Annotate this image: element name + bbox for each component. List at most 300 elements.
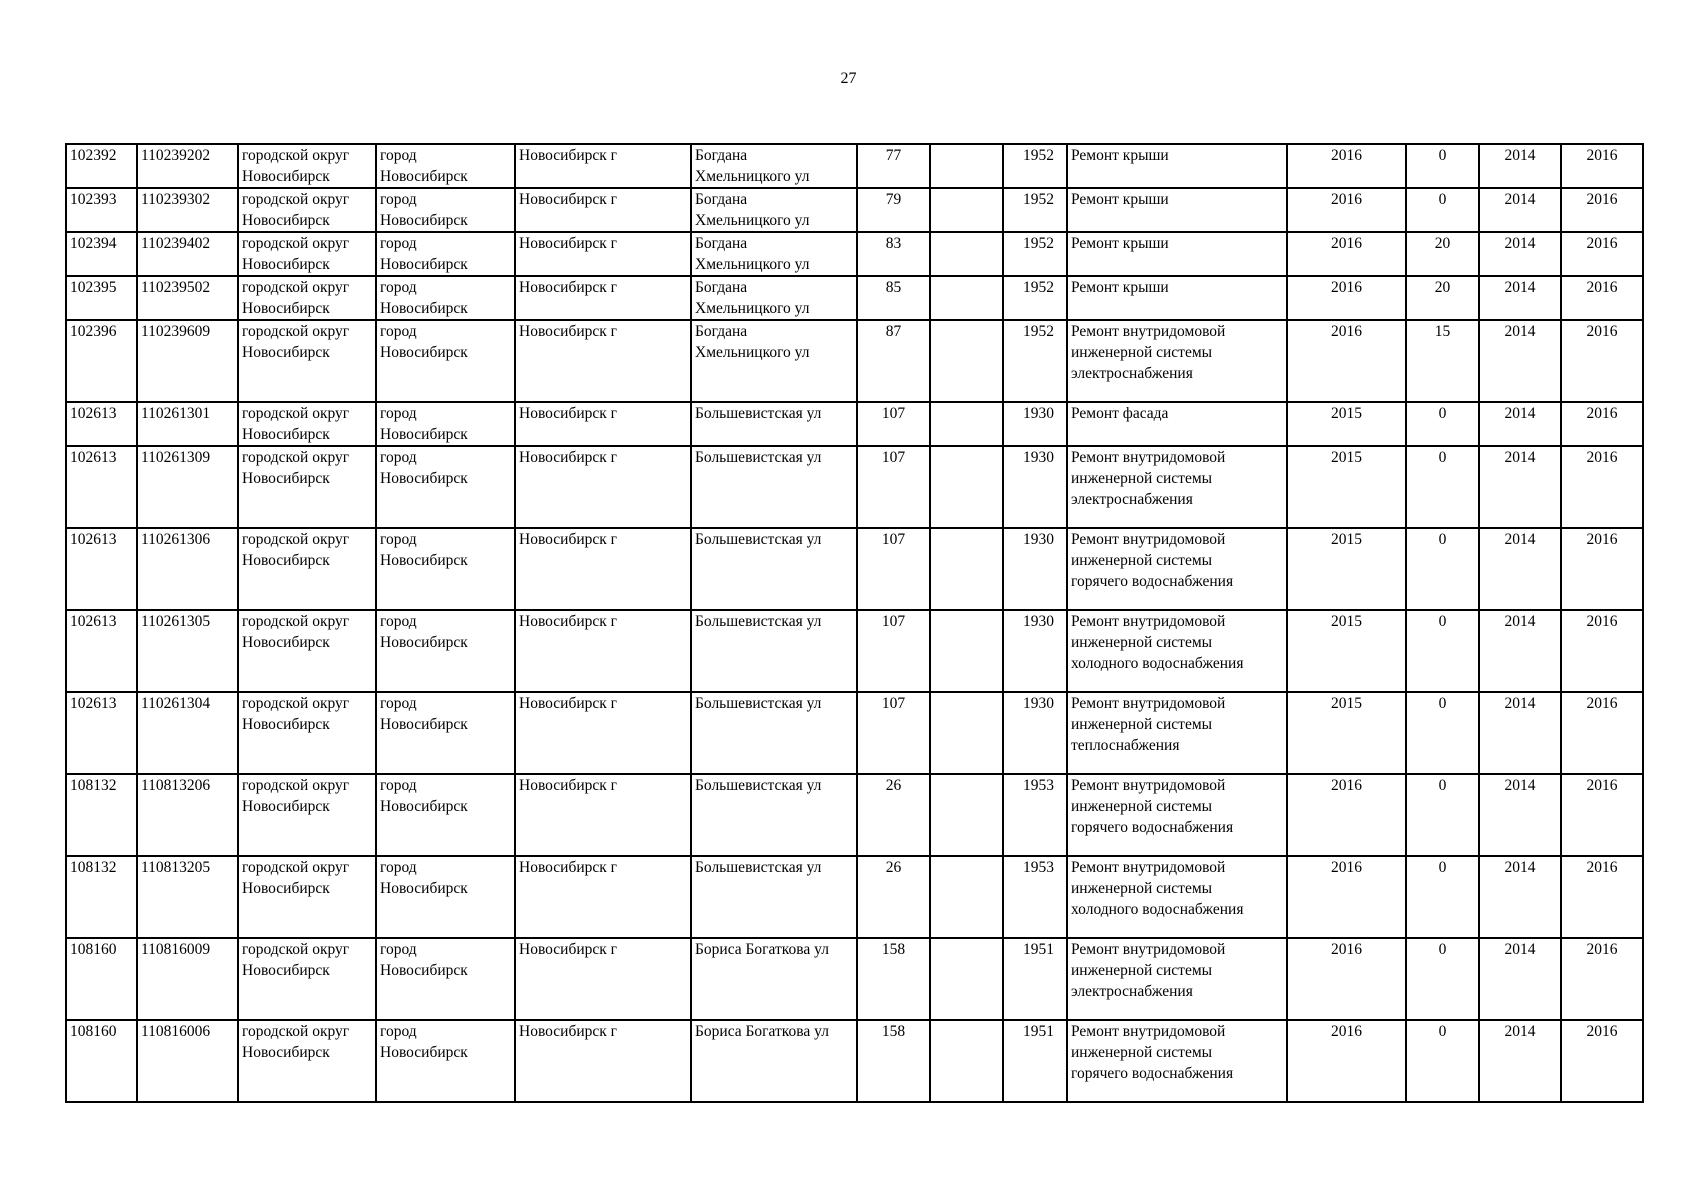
cell-text-line: городской округ bbox=[242, 531, 350, 548]
cell-period-start: 2014 bbox=[1479, 402, 1561, 446]
cell-text-line: Новосибирск bbox=[242, 798, 330, 815]
cell-building bbox=[930, 446, 1003, 528]
cell-street bbox=[691, 692, 857, 774]
cell-street bbox=[691, 276, 857, 320]
cell-planned-year: 2016 bbox=[1287, 188, 1406, 232]
cell-period-start: 2014 bbox=[1479, 610, 1561, 692]
cell-text-line: город bbox=[380, 235, 417, 252]
cell-city: Новосибирск г bbox=[515, 320, 691, 402]
table-row bbox=[66, 1020, 1643, 1102]
cell-house-id: 102393 bbox=[66, 188, 137, 232]
cell-city: Новосибирск г bbox=[515, 938, 691, 1020]
cell-text-line: город bbox=[380, 777, 417, 794]
cell-text-line: город bbox=[380, 191, 417, 208]
cell-period-end: 2016 bbox=[1561, 402, 1643, 446]
cell-street bbox=[691, 856, 857, 938]
cell-text-line: город bbox=[380, 531, 417, 548]
cell-city: Новосибирск г bbox=[515, 528, 691, 610]
cell-text-line: инженерной системы bbox=[1071, 344, 1213, 361]
cell-text-line: Новосибирск bbox=[242, 1044, 330, 1061]
cell-municipal-district bbox=[238, 1020, 376, 1102]
cell-record-id: 110239609 bbox=[137, 320, 238, 402]
cell-house-number: 87 bbox=[857, 320, 930, 402]
cell-municipal-district bbox=[238, 276, 376, 320]
cell-house-id: 108132 bbox=[66, 774, 137, 856]
cell-text-line: Новосибирск bbox=[380, 880, 468, 897]
cell-record-id: 110261306 bbox=[137, 528, 238, 610]
cell-city: Новосибирск г bbox=[515, 144, 691, 188]
cell-house-number: 26 bbox=[857, 774, 930, 856]
cell-period-start: 2014 bbox=[1479, 528, 1561, 610]
cell-building bbox=[930, 938, 1003, 1020]
cell-house-number: 26 bbox=[857, 856, 930, 938]
cell-text-line: Большевистская ул bbox=[695, 531, 822, 548]
cell-house-number: 158 bbox=[857, 1020, 930, 1102]
cell-building bbox=[930, 144, 1003, 188]
cell-text-line: Богдана bbox=[695, 235, 748, 252]
cell-text-line: Хмельницкого ул bbox=[695, 168, 810, 185]
cell-text-line: Новосибирск bbox=[242, 168, 330, 185]
cell-period-end: 2016 bbox=[1561, 610, 1643, 692]
cell-house-id: 108132 bbox=[66, 856, 137, 938]
cell-planned-year: 2015 bbox=[1287, 446, 1406, 528]
cell-settlement bbox=[376, 446, 515, 528]
cell-text-line: Новосибирск bbox=[242, 212, 330, 229]
cell-wear-percent: 15 bbox=[1406, 320, 1479, 402]
cell-settlement bbox=[376, 402, 515, 446]
cell-house-id: 108160 bbox=[66, 1020, 137, 1102]
table-row bbox=[66, 232, 1643, 276]
cell-text-line: Новосибирск bbox=[242, 426, 330, 443]
cell-text-line: городской округ bbox=[242, 695, 350, 712]
cell-building bbox=[930, 692, 1003, 774]
cell-work-type bbox=[1067, 402, 1287, 446]
cell-settlement bbox=[376, 232, 515, 276]
cell-text-line: Новосибирск bbox=[380, 256, 468, 273]
cell-planned-year: 2016 bbox=[1287, 232, 1406, 276]
cell-city: Новосибирск г bbox=[515, 276, 691, 320]
table-row bbox=[66, 856, 1643, 938]
cell-text-line: город bbox=[380, 859, 417, 876]
cell-wear-percent: 0 bbox=[1406, 938, 1479, 1020]
cell-text-line: инженерной системы bbox=[1071, 716, 1213, 733]
cell-text-line: Большевистская ул bbox=[695, 613, 822, 630]
cell-house-number: 107 bbox=[857, 692, 930, 774]
cell-text-line: город bbox=[380, 279, 417, 296]
cell-work-type bbox=[1067, 232, 1287, 276]
cell-text-line: Богдана bbox=[695, 323, 748, 340]
cell-building bbox=[930, 1020, 1003, 1102]
cell-house-number: 85 bbox=[857, 276, 930, 320]
cell-work-type bbox=[1067, 446, 1287, 528]
cell-building bbox=[930, 774, 1003, 856]
cell-text-line: город bbox=[380, 323, 417, 340]
table-row bbox=[66, 144, 1643, 188]
cell-street bbox=[691, 446, 857, 528]
cell-wear-percent: 0 bbox=[1406, 774, 1479, 856]
cell-street bbox=[691, 528, 857, 610]
cell-planned-year: 2016 bbox=[1287, 774, 1406, 856]
cell-record-id: 110261301 bbox=[137, 402, 238, 446]
cell-municipal-district bbox=[238, 610, 376, 692]
cell-text-line: Новосибирск bbox=[380, 470, 468, 487]
cell-text-line: Бориса Богаткова ул bbox=[695, 1023, 829, 1040]
cell-text-line: Ремонт внутридомовой bbox=[1071, 613, 1226, 630]
cell-work-type bbox=[1067, 692, 1287, 774]
cell-period-start: 2014 bbox=[1479, 232, 1561, 276]
cell-work-type bbox=[1067, 188, 1287, 232]
cell-street bbox=[691, 402, 857, 446]
cell-text-line: город bbox=[380, 147, 417, 164]
cell-work-type bbox=[1067, 276, 1287, 320]
cell-municipal-district bbox=[238, 144, 376, 188]
cell-wear-percent: 0 bbox=[1406, 402, 1479, 446]
cell-text-line: Ремонт крыши bbox=[1071, 191, 1169, 208]
cell-text-line: Большевистская ул bbox=[695, 859, 822, 876]
cell-house-number: 158 bbox=[857, 938, 930, 1020]
cell-text-line: Новосибирск bbox=[380, 212, 468, 229]
cell-house-number: 107 bbox=[857, 528, 930, 610]
cell-street bbox=[691, 938, 857, 1020]
cell-period-start: 2014 bbox=[1479, 320, 1561, 402]
cell-text-line: инженерной системы bbox=[1071, 798, 1213, 815]
cell-wear-percent: 0 bbox=[1406, 856, 1479, 938]
cell-text-line: Хмельницкого ул bbox=[695, 344, 810, 361]
cell-text-line: Новосибирск bbox=[380, 300, 468, 317]
cell-municipal-district bbox=[238, 774, 376, 856]
cell-text-line: горячего водоснабжения bbox=[1071, 1065, 1234, 1082]
cell-house-number: 107 bbox=[857, 402, 930, 446]
cell-text-line: Новосибирск bbox=[380, 716, 468, 733]
cell-text-line: городской округ bbox=[242, 859, 350, 876]
cell-planned-year: 2015 bbox=[1287, 528, 1406, 610]
cell-period-end: 2016 bbox=[1561, 144, 1643, 188]
cell-text-line: Ремонт фасада bbox=[1071, 405, 1169, 422]
cell-wear-percent: 0 bbox=[1406, 528, 1479, 610]
cell-text-line: Бориса Богаткова ул bbox=[695, 941, 829, 958]
cell-text-line: Новосибирск bbox=[380, 344, 468, 361]
cell-year-built: 1930 bbox=[1003, 402, 1067, 446]
cell-city: Новосибирск г bbox=[515, 856, 691, 938]
cell-year-built: 1951 bbox=[1003, 1020, 1067, 1102]
cell-street bbox=[691, 1020, 857, 1102]
cell-text-line: город bbox=[380, 941, 417, 958]
cell-record-id: 110816009 bbox=[137, 938, 238, 1020]
cell-municipal-district bbox=[238, 856, 376, 938]
cell-period-start: 2014 bbox=[1479, 774, 1561, 856]
cell-street bbox=[691, 610, 857, 692]
cell-text-line: городской округ bbox=[242, 449, 350, 466]
cell-building bbox=[930, 188, 1003, 232]
cell-city: Новосибирск г bbox=[515, 402, 691, 446]
cell-text-line: Ремонт крыши bbox=[1071, 279, 1169, 296]
cell-settlement bbox=[376, 774, 515, 856]
cell-settlement bbox=[376, 610, 515, 692]
cell-text-line: город bbox=[380, 405, 417, 422]
cell-record-id: 110261305 bbox=[137, 610, 238, 692]
cell-house-number: 107 bbox=[857, 610, 930, 692]
table-row bbox=[66, 692, 1643, 774]
cell-text-line: Хмельницкого ул bbox=[695, 212, 810, 229]
cell-street bbox=[691, 188, 857, 232]
cell-year-built: 1951 bbox=[1003, 938, 1067, 1020]
cell-text-line: Ремонт внутридомовой bbox=[1071, 695, 1226, 712]
cell-text-line: городской округ bbox=[242, 191, 350, 208]
table-row bbox=[66, 446, 1643, 528]
cell-text-line: Новосибирск bbox=[242, 634, 330, 651]
cell-house-id: 102613 bbox=[66, 528, 137, 610]
cell-text-line: Новосибирск bbox=[242, 344, 330, 361]
cell-street bbox=[691, 232, 857, 276]
cell-text-line: холодного водоснабжения bbox=[1071, 901, 1244, 918]
cell-text-line: Ремонт внутридомовой bbox=[1071, 531, 1226, 548]
cell-house-id: 102613 bbox=[66, 402, 137, 446]
cell-text-line: городской округ bbox=[242, 941, 350, 958]
page-number: 27 bbox=[840, 70, 857, 87]
cell-text-line: электроснабжения bbox=[1071, 491, 1193, 508]
cell-period-end: 2016 bbox=[1561, 692, 1643, 774]
cell-period-start: 2014 bbox=[1479, 1020, 1561, 1102]
cell-year-built: 1930 bbox=[1003, 610, 1067, 692]
cell-work-type bbox=[1067, 1020, 1287, 1102]
cell-house-id: 108160 bbox=[66, 938, 137, 1020]
cell-text-line: Ремонт внутридомовой bbox=[1071, 777, 1226, 794]
cell-city: Новосибирск г bbox=[515, 188, 691, 232]
cell-text-line: Новосибирск bbox=[380, 168, 468, 185]
cell-period-end: 2016 bbox=[1561, 232, 1643, 276]
cell-year-built: 1952 bbox=[1003, 144, 1067, 188]
cell-text-line: Ремонт внутридомовой bbox=[1071, 323, 1226, 340]
cell-record-id: 110813205 bbox=[137, 856, 238, 938]
cell-building bbox=[930, 232, 1003, 276]
cell-text-line: инженерной системы bbox=[1071, 470, 1213, 487]
cell-house-number: 77 bbox=[857, 144, 930, 188]
cell-year-built: 1930 bbox=[1003, 692, 1067, 774]
cell-text-line: Новосибирск bbox=[380, 634, 468, 651]
cell-year-built: 1952 bbox=[1003, 188, 1067, 232]
cell-text-line: городской округ bbox=[242, 147, 350, 164]
table-row bbox=[66, 276, 1643, 320]
cell-house-number: 107 bbox=[857, 446, 930, 528]
cell-record-id: 110261309 bbox=[137, 446, 238, 528]
cell-text-line: инженерной системы bbox=[1071, 880, 1213, 897]
cell-year-built: 1952 bbox=[1003, 320, 1067, 402]
cell-year-built: 1952 bbox=[1003, 276, 1067, 320]
cell-municipal-district bbox=[238, 402, 376, 446]
repair-schedule-table bbox=[65, 143, 1644, 1103]
cell-text-line: Новосибирск bbox=[380, 962, 468, 979]
cell-text-line: Богдана bbox=[695, 191, 748, 208]
cell-text-line: инженерной системы bbox=[1071, 1044, 1213, 1061]
cell-text-line: Новосибирск bbox=[242, 470, 330, 487]
cell-text-line: Ремонт внутридомовой bbox=[1071, 859, 1226, 876]
cell-text-line: город bbox=[380, 1023, 417, 1040]
cell-city: Новосибирск г bbox=[515, 232, 691, 276]
cell-settlement bbox=[376, 276, 515, 320]
cell-text-line: Новосибирск bbox=[242, 256, 330, 273]
table-body bbox=[66, 144, 1643, 1102]
cell-text-line: Большевистская ул bbox=[695, 777, 822, 794]
cell-year-built: 1952 bbox=[1003, 232, 1067, 276]
cell-settlement bbox=[376, 188, 515, 232]
cell-planned-year: 2016 bbox=[1287, 320, 1406, 402]
cell-period-end: 2016 bbox=[1561, 528, 1643, 610]
cell-text-line: городской округ bbox=[242, 777, 350, 794]
cell-text-line: Ремонт крыши bbox=[1071, 235, 1169, 252]
cell-year-built: 1953 bbox=[1003, 856, 1067, 938]
cell-house-id: 102394 bbox=[66, 232, 137, 276]
cell-settlement bbox=[376, 692, 515, 774]
cell-text-line: электроснабжения bbox=[1071, 983, 1193, 1000]
cell-wear-percent: 0 bbox=[1406, 692, 1479, 774]
cell-settlement bbox=[376, 528, 515, 610]
cell-building bbox=[930, 402, 1003, 446]
cell-planned-year: 2016 bbox=[1287, 1020, 1406, 1102]
cell-wear-percent: 20 bbox=[1406, 276, 1479, 320]
cell-municipal-district bbox=[238, 446, 376, 528]
cell-building bbox=[930, 528, 1003, 610]
cell-planned-year: 2015 bbox=[1287, 610, 1406, 692]
cell-building bbox=[930, 610, 1003, 692]
cell-planned-year: 2016 bbox=[1287, 144, 1406, 188]
cell-work-type bbox=[1067, 774, 1287, 856]
cell-text-line: Богдана bbox=[695, 147, 748, 164]
cell-planned-year: 2015 bbox=[1287, 402, 1406, 446]
cell-building bbox=[930, 856, 1003, 938]
table-row bbox=[66, 528, 1643, 610]
cell-city: Новосибирск г bbox=[515, 692, 691, 774]
table-row bbox=[66, 938, 1643, 1020]
cell-text-line: Новосибирск bbox=[242, 300, 330, 317]
cell-year-built: 1930 bbox=[1003, 528, 1067, 610]
cell-wear-percent: 0 bbox=[1406, 446, 1479, 528]
cell-text-line: городской округ bbox=[242, 405, 350, 422]
cell-text-line: горячего водоснабжения bbox=[1071, 573, 1234, 590]
cell-period-end: 2016 bbox=[1561, 856, 1643, 938]
cell-settlement bbox=[376, 320, 515, 402]
cell-record-id: 110813206 bbox=[137, 774, 238, 856]
cell-municipal-district bbox=[238, 320, 376, 402]
cell-street bbox=[691, 144, 857, 188]
cell-work-type bbox=[1067, 938, 1287, 1020]
cell-period-end: 2016 bbox=[1561, 938, 1643, 1020]
cell-street bbox=[691, 320, 857, 402]
cell-period-end: 2016 bbox=[1561, 320, 1643, 402]
cell-text-line: Ремонт внутридомовой bbox=[1071, 941, 1226, 958]
cell-text-line: Новосибирск bbox=[380, 798, 468, 815]
table-row bbox=[66, 320, 1643, 402]
cell-text-line: Новосибирск bbox=[242, 716, 330, 733]
cell-planned-year: 2016 bbox=[1287, 856, 1406, 938]
cell-city: Новосибирск г bbox=[515, 610, 691, 692]
cell-text-line: Богдана bbox=[695, 279, 748, 296]
cell-record-id: 110261304 bbox=[137, 692, 238, 774]
cell-text-line: инженерной системы bbox=[1071, 634, 1213, 651]
cell-record-id: 110239402 bbox=[137, 232, 238, 276]
cell-wear-percent: 0 bbox=[1406, 1020, 1479, 1102]
cell-text-line: городской округ bbox=[242, 235, 350, 252]
cell-work-type bbox=[1067, 528, 1287, 610]
cell-period-start: 2014 bbox=[1479, 692, 1561, 774]
cell-text-line: теплоснабжения bbox=[1071, 737, 1180, 754]
cell-work-type bbox=[1067, 610, 1287, 692]
cell-text-line: инженерной системы bbox=[1071, 552, 1213, 569]
cell-city: Новосибирск г bbox=[515, 446, 691, 528]
cell-period-end: 2016 bbox=[1561, 276, 1643, 320]
cell-municipal-district bbox=[238, 938, 376, 1020]
cell-settlement bbox=[376, 856, 515, 938]
table-row bbox=[66, 402, 1643, 446]
cell-text-line: Ремонт крыши bbox=[1071, 147, 1169, 164]
cell-house-number: 79 bbox=[857, 188, 930, 232]
cell-street bbox=[691, 774, 857, 856]
cell-text-line: Ремонт внутридомовой bbox=[1071, 1023, 1226, 1040]
cell-period-start: 2014 bbox=[1479, 144, 1561, 188]
cell-text-line: Хмельницкого ул bbox=[695, 256, 810, 273]
cell-text-line: Новосибирск bbox=[380, 426, 468, 443]
cell-text-line: Новосибирск bbox=[380, 1044, 468, 1061]
cell-house-id: 102392 bbox=[66, 144, 137, 188]
cell-record-id: 110816006 bbox=[137, 1020, 238, 1102]
cell-period-start: 2014 bbox=[1479, 938, 1561, 1020]
cell-period-start: 2014 bbox=[1479, 188, 1561, 232]
cell-house-id: 102613 bbox=[66, 610, 137, 692]
cell-text-line: Большевистская ул bbox=[695, 449, 822, 466]
cell-municipal-district bbox=[238, 692, 376, 774]
cell-text-line: городской округ bbox=[242, 1023, 350, 1040]
cell-text-line: город bbox=[380, 695, 417, 712]
table-row bbox=[66, 188, 1643, 232]
cell-text-line: Хмельницкого ул bbox=[695, 300, 810, 317]
cell-municipal-district bbox=[238, 188, 376, 232]
cell-text-line: город bbox=[380, 613, 417, 630]
cell-period-start: 2014 bbox=[1479, 276, 1561, 320]
cell-building bbox=[930, 320, 1003, 402]
cell-text-line: Большевистская ул bbox=[695, 695, 822, 712]
cell-text-line: холодного водоснабжения bbox=[1071, 655, 1244, 672]
cell-text-line: Ремонт внутридомовой bbox=[1071, 449, 1226, 466]
cell-period-start: 2014 bbox=[1479, 446, 1561, 528]
cell-planned-year: 2016 bbox=[1287, 276, 1406, 320]
cell-year-built: 1930 bbox=[1003, 446, 1067, 528]
cell-text-line: горячего водоснабжения bbox=[1071, 819, 1234, 836]
cell-text-line: электроснабжения bbox=[1071, 365, 1193, 382]
cell-municipal-district bbox=[238, 232, 376, 276]
cell-period-end: 2016 bbox=[1561, 774, 1643, 856]
cell-text-line: Новосибирск bbox=[242, 880, 330, 897]
cell-wear-percent: 20 bbox=[1406, 232, 1479, 276]
cell-text-line: город bbox=[380, 449, 417, 466]
cell-text-line: городской округ bbox=[242, 279, 350, 296]
cell-settlement bbox=[376, 1020, 515, 1102]
cell-text-line: Большевистская ул bbox=[695, 405, 822, 422]
cell-wear-percent: 0 bbox=[1406, 610, 1479, 692]
cell-work-type bbox=[1067, 320, 1287, 402]
cell-text-line: Новосибирск bbox=[242, 552, 330, 569]
cell-planned-year: 2015 bbox=[1287, 692, 1406, 774]
cell-period-end: 2016 bbox=[1561, 188, 1643, 232]
cell-house-id: 102613 bbox=[66, 692, 137, 774]
cell-record-id: 110239302 bbox=[137, 188, 238, 232]
table-row bbox=[66, 774, 1643, 856]
cell-text-line: Новосибирск bbox=[380, 552, 468, 569]
cell-wear-percent: 0 bbox=[1406, 188, 1479, 232]
cell-period-end: 2016 bbox=[1561, 446, 1643, 528]
cell-text-line: городской округ bbox=[242, 323, 350, 340]
cell-wear-percent: 0 bbox=[1406, 144, 1479, 188]
cell-text-line: инженерной системы bbox=[1071, 962, 1213, 979]
cell-city: Новосибирск г bbox=[515, 1020, 691, 1102]
